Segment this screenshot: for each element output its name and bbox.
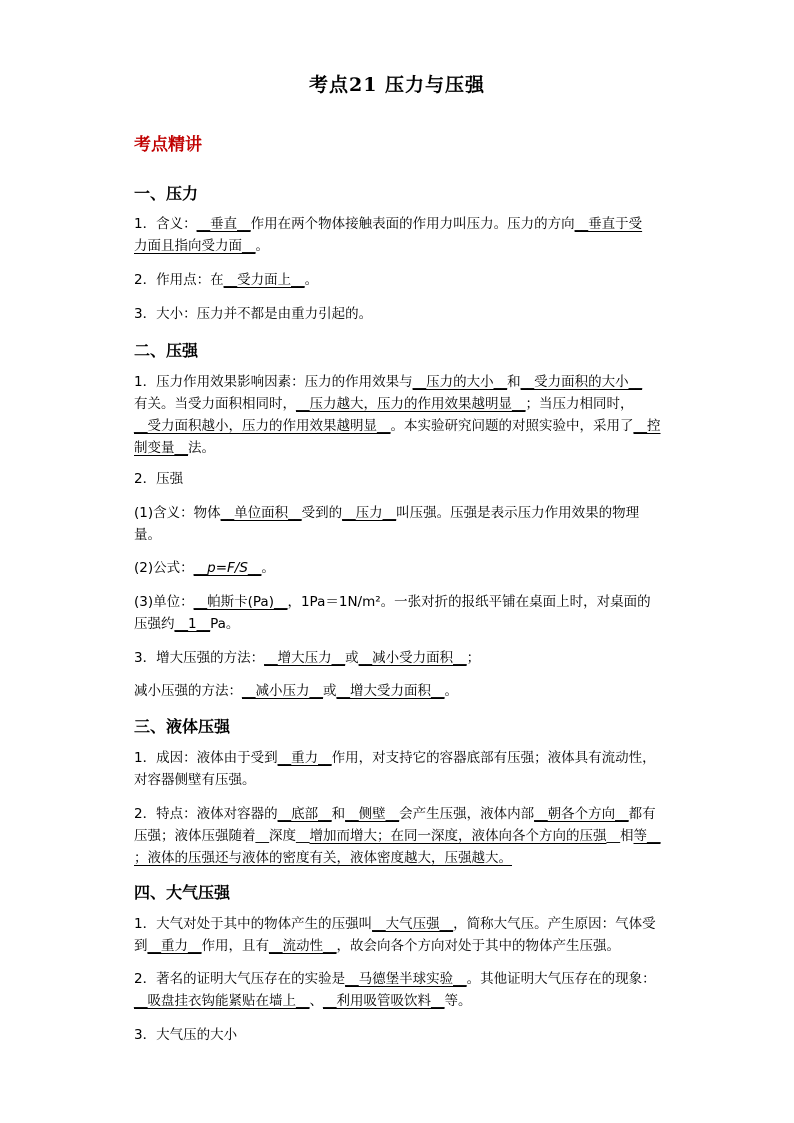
text: 2．作用点：在: [134, 272, 224, 288]
answer: __减小压力__: [242, 683, 323, 699]
text: 或: [323, 683, 337, 699]
text: 作用在两个物体接触表面的作用力叫压力。压力的方向: [250, 216, 575, 232]
answer: __吸盘挂衣钩能紧贴在墙上__: [134, 993, 310, 1009]
answer: __朝各个方向__: [534, 806, 629, 822]
answer: __重力__: [147, 938, 202, 954]
text: 3．增大压强的方法：: [134, 650, 265, 666]
answer: __1__: [174, 616, 211, 632]
text: 作用，对支持它的容器底部有压强；液体具有流动性，对容器侧壁有压强。: [134, 750, 656, 788]
text: 1．压力作用效果影响因素：压力的作用效果与: [134, 374, 413, 390]
answer: __利用吸管吸饮料__: [323, 993, 445, 1009]
text: 作用，且有: [201, 938, 269, 954]
text: 叫压强。压强是表示压力作用效果的物理量。: [134, 505, 640, 543]
text: 。: [255, 238, 269, 254]
text: 。其他证明大气压存在的现象：: [466, 971, 656, 987]
answer: __底部__: [277, 806, 332, 822]
text: ；: [466, 650, 481, 666]
answer: 等__: [633, 828, 661, 844]
paragraph: 3．大气压的大小: [134, 1027, 238, 1043]
answer: __垂直于受: [574, 216, 643, 232]
text: __深度__: [255, 828, 310, 844]
text: 1．含义：: [134, 216, 197, 232]
text: 1．成因：液体由于受到: [134, 750, 278, 766]
text: (3)单位：: [134, 594, 194, 610]
text: 或: [345, 650, 359, 666]
text: ；当压力相同时，: [525, 396, 634, 412]
answer: __流动性__: [269, 938, 337, 954]
text: (1)含义：物体: [134, 505, 221, 521]
answer: 制变量__: [134, 440, 188, 456]
paragraph: [134, 502, 664, 546]
answer: __受力面积的大小__: [520, 374, 643, 390]
heading-pressure-force: 一、压力: [134, 184, 199, 203]
text: 。本实验研究问题的对照实验中，采用了: [390, 418, 634, 434]
page-title: 考点21 压力与压强: [308, 74, 486, 96]
formula: __p=F/S__: [193, 560, 262, 576]
text: 、: [309, 993, 323, 1009]
answer: __受力面积越小，压力的作用效果越明显__: [134, 418, 391, 434]
answer: 力面且指向受力面__: [134, 238, 256, 254]
text: (2)公式：: [134, 560, 194, 576]
text: 法。: [188, 440, 215, 456]
text: 等。: [444, 993, 472, 1009]
text: 。: [261, 560, 275, 576]
text: 减小压强的方法：: [134, 683, 242, 699]
paragraph: [134, 913, 664, 957]
paragraph: [134, 557, 664, 579]
answer: 增加而增大；在同一深度，液体向各个方向的压强: [309, 828, 607, 844]
heading-liquid-pressure: 三、液体压强: [134, 717, 231, 736]
answer: __垂直__: [196, 216, 251, 232]
text: 和: [331, 806, 346, 822]
paragraph: 2．压强: [134, 471, 184, 487]
answer: ；液体的压强还与液体的密度有关，液体密度越大，压强越大。: [134, 850, 512, 866]
answer: __增大受力面积__: [336, 683, 445, 699]
paragraph: [134, 647, 664, 669]
answer: __受力面上__: [223, 272, 305, 288]
answer: __侧壁__: [345, 806, 400, 822]
text: 会产生压强，液体内部: [399, 806, 535, 822]
paragraph: [134, 269, 664, 291]
text: 2．特点：液体对容器的: [134, 806, 278, 822]
answer: __控: [633, 418, 661, 434]
paragraph: 3．大小：压力并不都是由重力引起的。: [134, 306, 373, 322]
text: 。: [444, 683, 458, 699]
paragraph: [134, 803, 664, 869]
paragraph: [134, 371, 664, 459]
paragraph: [134, 213, 664, 257]
answer: __单位面积__: [220, 505, 302, 521]
answer: __压力的大小__: [412, 374, 508, 390]
answer: __压力越大，压力的作用效果越明显__: [296, 396, 526, 412]
text: ，1Pa＝1N/m²。一张对折的报纸平铺在桌面上时，对桌面的压强约: [134, 594, 651, 632]
text: Pa。: [210, 616, 240, 632]
answer: __帕斯卡(Pa)__: [193, 594, 288, 610]
section-title: 考点精讲: [134, 135, 202, 155]
text: 1．大气对处于其中的物体产生的压强叫: [134, 916, 373, 932]
answer: __大气压强__: [372, 916, 454, 932]
text: 2．著名的证明大气压存在的实验是: [134, 971, 346, 987]
answer: __马德堡半球实验__: [345, 971, 467, 987]
answer: __重力__: [277, 750, 332, 766]
heading-atmospheric-pressure: 四、大气压强: [134, 883, 231, 902]
paragraph: [134, 680, 664, 702]
heading-pressure: 二、压强: [134, 341, 199, 360]
text: 都有压强；液体压强随着: [134, 806, 656, 844]
text: 和: [507, 374, 521, 390]
answer: __增大压力__: [264, 650, 346, 666]
text: 。: [304, 272, 319, 288]
paragraph: [134, 747, 664, 791]
paragraph: [134, 968, 664, 1012]
text: 受到的: [301, 505, 343, 521]
paragraph: [134, 591, 664, 635]
text: 有关。当受力面积相同时，: [134, 396, 296, 412]
text: ，简称大气压。产生原因：气体受到: [134, 916, 656, 954]
answer: __压力__: [342, 505, 397, 521]
text: ，故会向各个方向对处于其中的物体产生压强。: [336, 938, 620, 954]
text: __相: [606, 828, 634, 844]
answer: __减小受力面积__: [358, 650, 467, 666]
